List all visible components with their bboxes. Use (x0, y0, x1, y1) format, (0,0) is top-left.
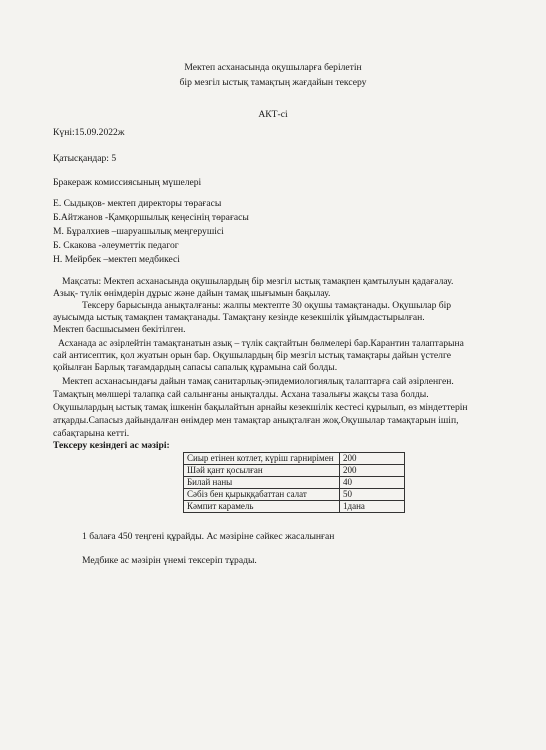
menu-item-name: Билай наны (184, 477, 340, 489)
menu-title: Тексеру кезіндегі ас мәзірі: (53, 440, 170, 451)
cost-line: 1 балаға 450 теңгені құрайды. Ас мәзіріне сәйкес жасалынған (82, 531, 335, 542)
menu-item-name: Сиыр етінен котлет, күріш гарнирімен (184, 453, 340, 465)
header-line-1: Мектеп асханасында оқушыларға берілетін (184, 62, 362, 73)
body-line: Мақсаты: Мектеп асханасында оқушылардың бір мезгіл ыстық тамақпен қамтылуын қадағалау. (62, 276, 454, 287)
menu-item-qty: 200 (340, 453, 405, 465)
menu-item-qty: 50 (340, 489, 405, 501)
member-item: М. Бұралхиев –шаруашылық меңгерушісі (53, 226, 224, 237)
body-line: сабақтарына кетті. (53, 428, 130, 439)
menu-item-qty: 40 (340, 477, 405, 489)
menu-item-name: Шәй қант қосылған (184, 465, 340, 477)
table-row (184, 453, 405, 465)
member-item: Б. Скакова -әлеуметтік педагог (53, 240, 179, 251)
commission-title: Бракераж комиссиясының мүшелері (53, 177, 202, 188)
body-line: Мектеп асханасындағы дайын тамақ санитарлық-эпидемиологиялық талаптарға сай әзірленген. (62, 376, 454, 387)
participants: Қатысқандар: 5 (53, 153, 117, 164)
date: Күні:15.09.2022ж (53, 127, 125, 138)
body-line: қойылған Барлық тағамдардың сапасы сапалық құрамына сай болды. (53, 362, 338, 373)
nurse-line: Медбике ас мәзірін үнемі тексеріп тұрады. (82, 555, 257, 566)
menu-table (183, 452, 405, 513)
table-row (184, 501, 405, 513)
body-line: Мектеп басшысымен бекітілген. (53, 324, 186, 335)
header-line-2: бір мезгіл ыстық тамақтың жағдайын тексеру (179, 77, 367, 88)
menu-item-qty: 1дана (340, 501, 405, 513)
menu-item-name: Сәбіз бен қырыққабаттан салат (184, 489, 340, 501)
member-item: Е. Сыдықов- мектеп директоры төрағасы (53, 198, 222, 209)
table-row (184, 489, 405, 501)
body-line: сай антисептик, қол жуатын орын бар. Оқушылардың бір мезгіл ыстық тамақтары дайын үстелге (53, 350, 452, 361)
table-row (184, 465, 405, 477)
body-line: Тамақтың мөлшері талапқа сай салынғаны анықталды. Асхана тазалығы жақсы таза болды. (53, 389, 429, 400)
menu-item-name: Кәмпит карамель (184, 501, 340, 513)
table-row (184, 477, 405, 489)
act-title: АКТ-сі (258, 109, 288, 120)
body-line: Тексеру барысында анықталғаны: жалпы мектепте 30 оқушы тамақтанады. Оқушылар бір (82, 300, 452, 311)
body-line: атқарды.Сапасыз дайындалған өнімдер мен тамақтар анықталған жоқ.Оқушылар тамақтарын ішіп, (53, 415, 459, 426)
body-line: ауысымда ыстық тамақпен тамақтанады. Тамақтану кезінде кезекшілік ұйымдастырылған. (53, 312, 425, 323)
body-line: Оқушылардың ыстық тамақ ішкенін бақылайтын арнайы кезекшілік кестесі құрылып, өз міндеттерін (53, 402, 468, 413)
body-line: Асханада ас әзірлейтін тамақтанатын азық – түлік сақтайтын бөлмелері бар.Карантин талаптарына (58, 338, 464, 349)
body-line: Азық- түлік өнімдерін дұрыс және дайын тамақ шығымын бақылау. (53, 288, 331, 299)
menu-item-qty: 200 (340, 465, 405, 477)
member-item: Н. Мейрбек –мектеп медбикесі (53, 254, 180, 265)
member-item: Б.Айтжанов -Қамқоршылық кеңесінің төрағасы (53, 212, 249, 223)
